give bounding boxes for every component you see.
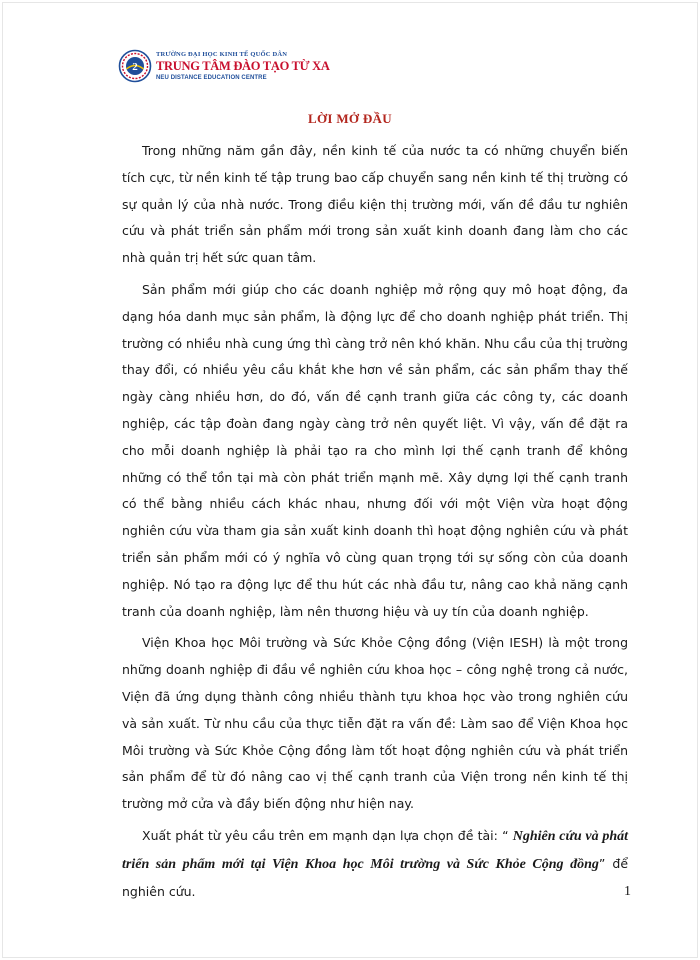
page-title: LỜI MỞ ĐẦU <box>308 111 392 126</box>
header-logo <box>118 44 330 88</box>
paragraph-4-prefix: Xuất phát từ yêu cầu trên em mạnh dạn lựa chọn đề tài: “ <box>142 827 513 843</box>
thesis-topic: Nghiên cứu và phát triển sản phẩm mới tại Viện Khoa học Môi trường và Sức Khỏe Cộng đồng <box>122 828 628 872</box>
logo-centre-name-en: NEU DISTANCE EDUCATION CENTRE <box>156 74 267 81</box>
paragraph-4 <box>122 823 628 905</box>
page-number: 1 <box>624 884 631 899</box>
neu-emblem-icon <box>118 49 152 83</box>
logo-centre-name: TRUNG TÂM ĐÀO TẠO TỪ XA <box>156 59 330 73</box>
paragraph-2: Sản phẩm mới giúp cho các doanh nghiệp mở rộng quy mô hoạt động, đa dạng hóa danh mục sản phẩm, là động lực để cho doanh nghiệp phát triển. Thị trường có nhiều nhà cung ứng thì càng trở nên khó khăn. Nhu cầu của thị trường thay đổi, có nhiều yêu cầu khắt khe hơn về sản phẩm, các sản phẩm thay thế ngày càng nhiều hơn, do đó, vấn đề cạnh tranh giữa các công ty, các doanh nghiệp, các tập đoàn đang ngày càng trở nên quyết liệt. Vì vậy, vấn đề đặt ra cho mỗi doanh nghiệp là phải tạo ra cho mình lợi thế cạnh tranh để không những có thể tồn tại mà còn phát triển mạnh mẽ. Xây dựng lợi thế cạnh tranh có thể bằng nhiều cách khác nhau, nhưng đối với một Viện vừa hoạt động nghiên cứu vừa tham gia sản xuất kinh doanh thì hoạt động nghiên cứu và phát triển sản phẩm mới có ý nghĩa vô cùng quan trọng tới sự sống còn của doanh nghiệp. Nó tạo ra động lực để thu hút các nhà đầu tư, nâng cao khả năng cạnh tranh của doanh nghiệp, làm nên thương hiệu và uy tín của doanh nghiệp. <box>122 281 628 619</box>
paragraph-1: Trong những năm gần đây, nền kinh tế của nước ta có những chuyển biến tích cực, từ nền kinh tế tập trung bao cấp chuyển sang nền kinh tế thị trường có sự quản lý của nhà nước. Trong điều kiện thị trường mới, vấn đề đầu tư nghiên cứu và phát triển sản phẩm mới trong sản xuất kinh doanh đang làm cho các nhà quản trị hết sức quan tâm. <box>122 143 628 266</box>
logo-university-name: TRƯỜNG ĐẠI HỌC KINH TẾ QUỐC DÂN <box>156 50 288 58</box>
document-body <box>122 138 628 910</box>
paragraph-3: Viện Khoa học Môi trường và Sức Khỏe Cộng đồng (Viện IESH) là một trong những doanh nghiệp đi đầu về nghiên cứu khoa học – công nghệ trong cả nước, Viện đã ứng dụng thành công nhiều thành tựu khoa học vào trong nghiên cứu và sản xuất. Từ nhu cầu của thực tiễn đặt ra vấn đề: Làm sao để Viện Khoa học Môi trường và Sức Khỏe Cộng đồng làm tốt hoạt động nghiên cứu và phát triển sản phẩm để từ đó nâng cao vị thế cạnh tranh của Viện trong nền kinh tế thị trường mở cửa và đầy biến động như hiện nay. <box>122 635 628 812</box>
logo-text <box>156 52 330 81</box>
emblem-number: 2 <box>132 61 138 73</box>
paragraph-4-suffix: ” để nghiên cứu. <box>122 855 629 899</box>
